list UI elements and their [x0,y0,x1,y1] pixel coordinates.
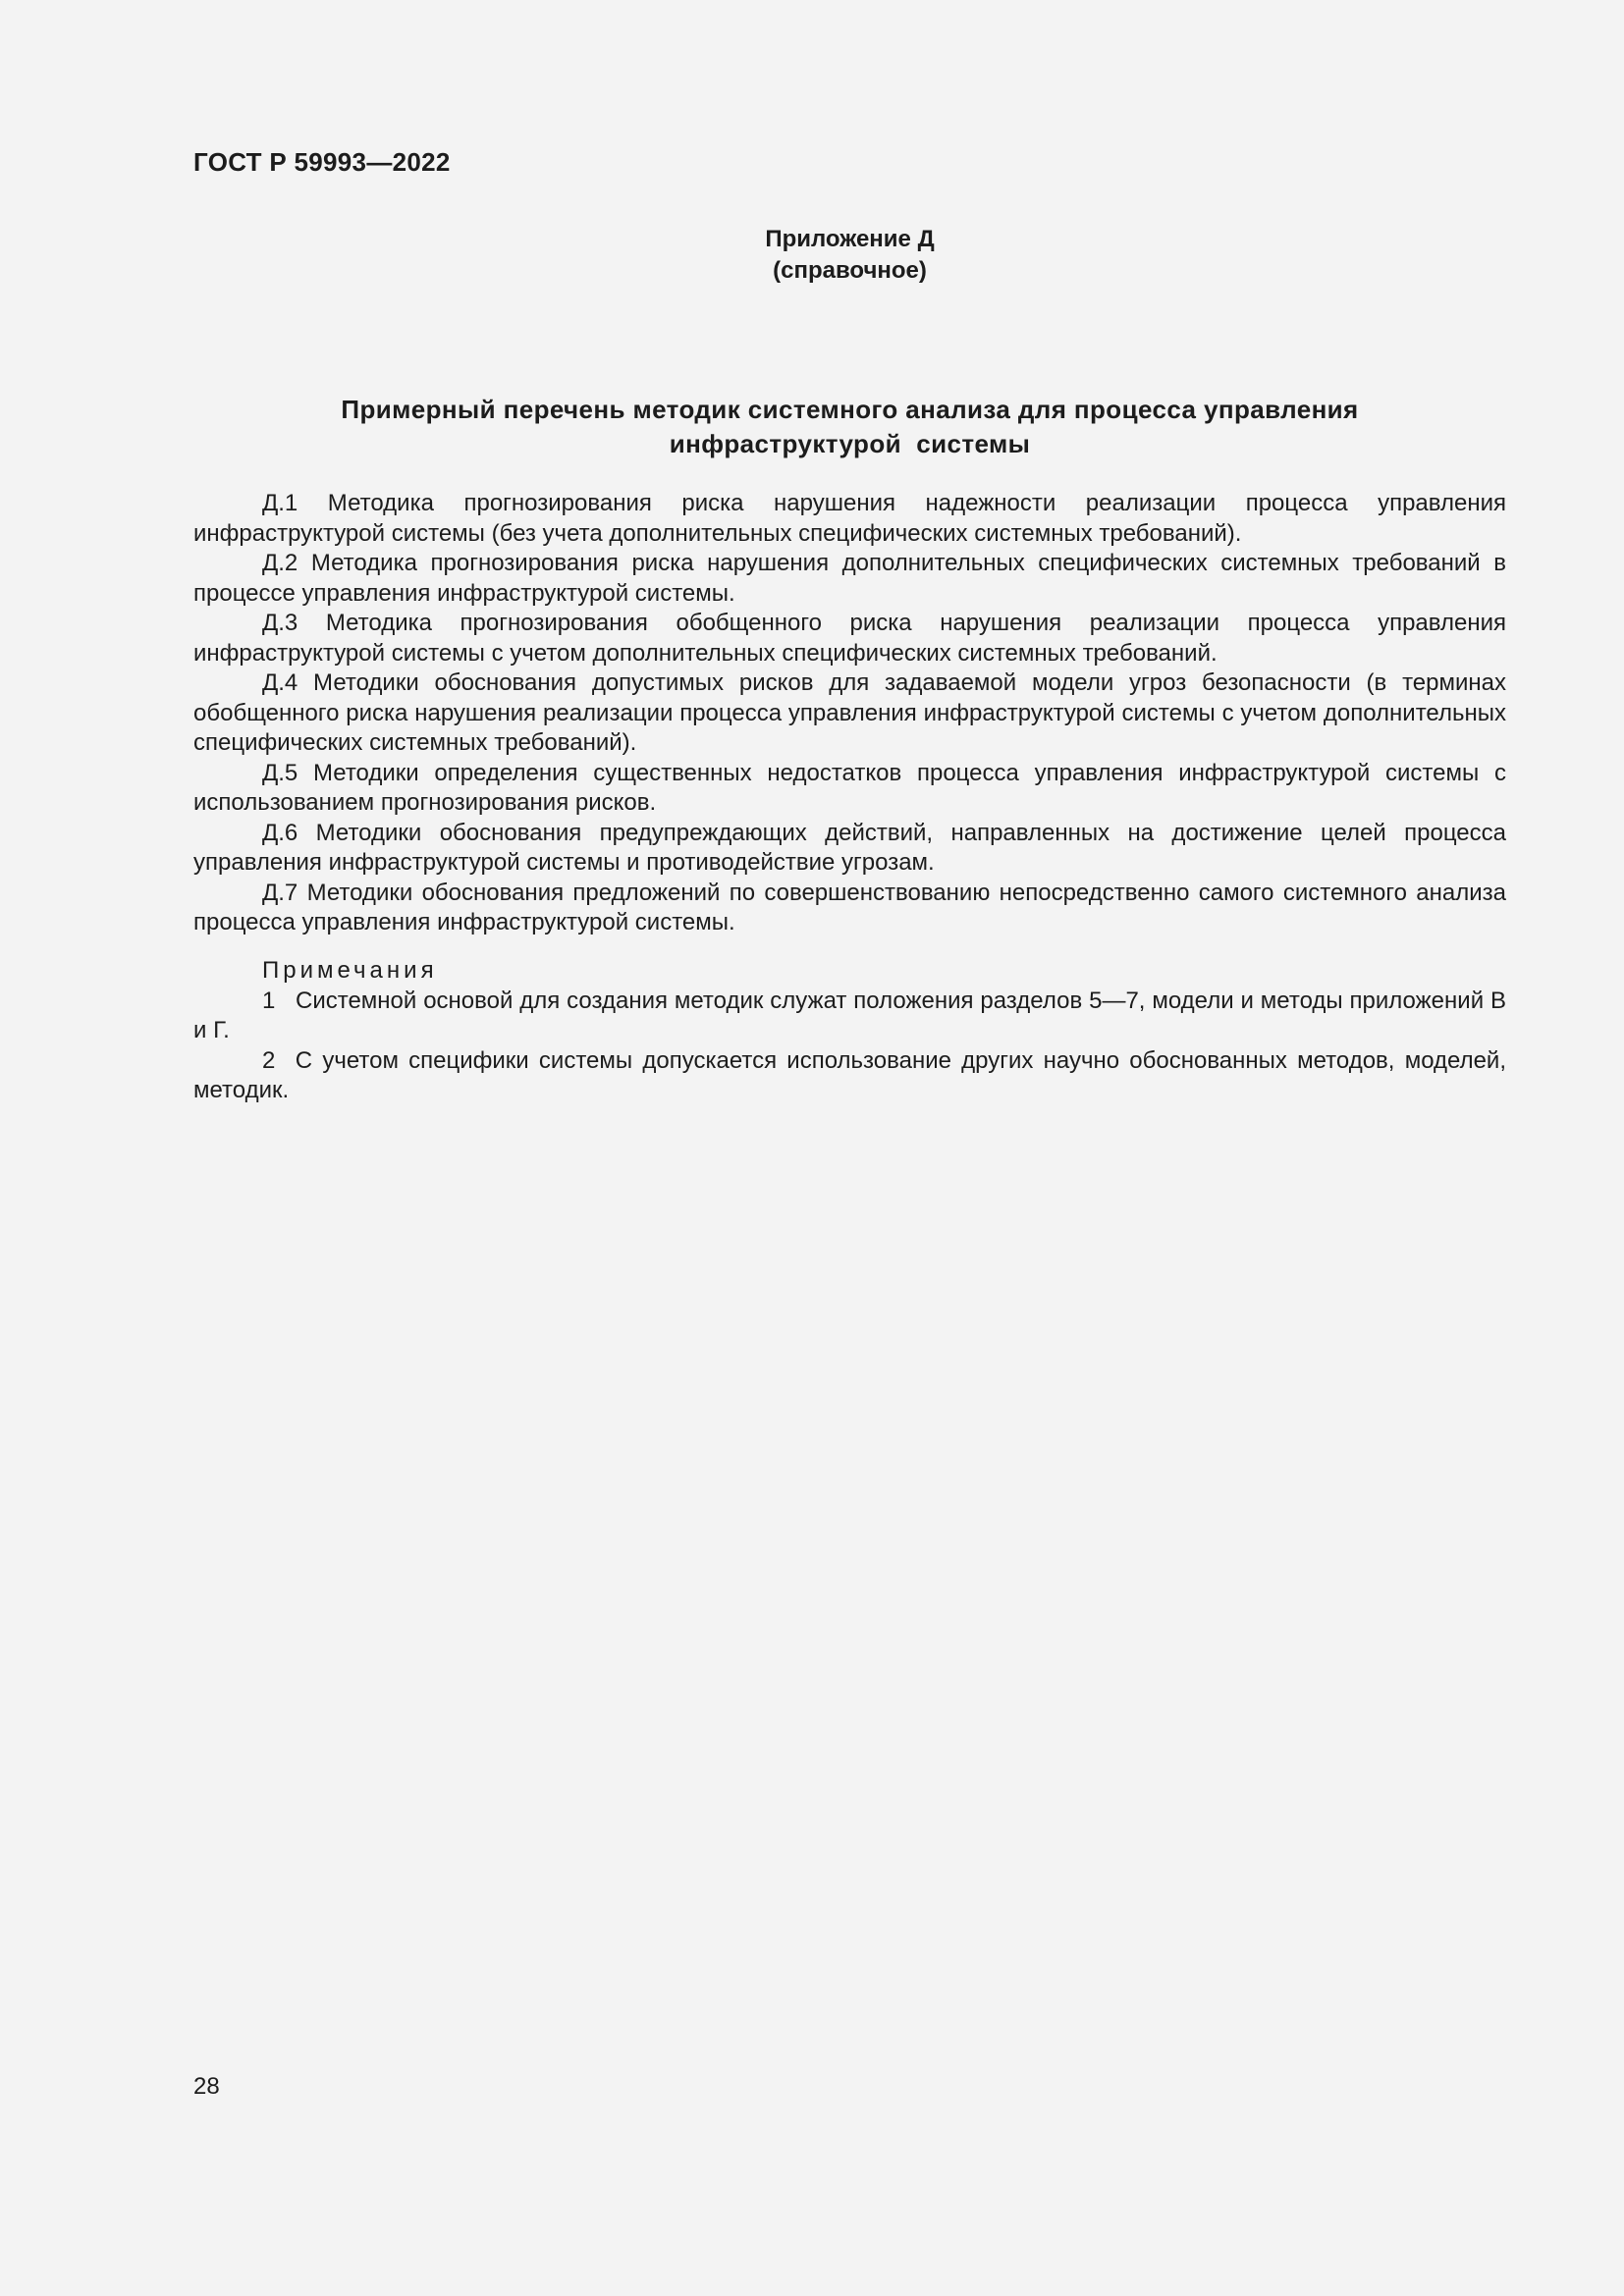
methods-list [193,489,1506,938]
section-title-line2: инфраструктурой системы [669,429,1031,458]
appendix-heading [193,224,1506,287]
list-item: Д.5 Методики определения существенных недостатков процесса управления инфраструктурой системы с использованием прогнозирования рисков. [193,759,1506,816]
standard-id: ГОСТ Р 59993—2022 [193,147,451,177]
note-item: 1 Системной основой для создания методик служат положения разделов 5—7, модели и методы приложений В и Г. [193,987,1513,1043]
note-item: 2 С учетом специфики системы допускается использование других научно обоснованных методов, моделей, методик. [193,1046,1513,1103]
list-item: Д.7 Методики обоснования предложений по совершенствованию непосредственно самого системного анализа процесса управления инфраструктурой системы. [193,879,1506,935]
list-item: Д.6 Методики обоснования предупреждающих действий, направленных на достижение целей процесса управления инфраструктурой системы и противодействие угрозам. [193,819,1506,876]
page-number: 28 [193,2073,220,2100]
section-title [193,393,1506,461]
appendix-kind: (справочное) [773,257,927,284]
list-item: Д.4 Методики обоснования допустимых рисков для задаваемой модели угроз безопасности (в терминах обобщенного риска нарушения реализации процесса управления инфраструктурой системы с учетом дополнительных специфических системных требований). [193,669,1506,756]
section-title-line1: Примерный перечень методик системного анализа для процесса управления [341,395,1359,424]
list-item: Д.1 Методика прогнозирования риска нарушения надежности реализации процесса управления инфраструктурой системы (без учета дополнительных специфических системных требований). [193,490,1506,547]
notes-heading: Примечания [262,957,438,984]
notes-block [193,956,1513,1106]
appendix-label: Приложение Д [765,226,935,252]
list-item: Д.2 Методика прогнозирования риска нарушения дополнительных специфических системных требований в процессе управления инфраструктурой системы. [193,550,1506,607]
document-page [193,0,1513,2296]
list-item: Д.3 Методика прогнозирования обобщенного риска нарушения реализации процесса управления инфраструктурой системы с учетом дополнительных специфических системных требований. [193,610,1506,667]
